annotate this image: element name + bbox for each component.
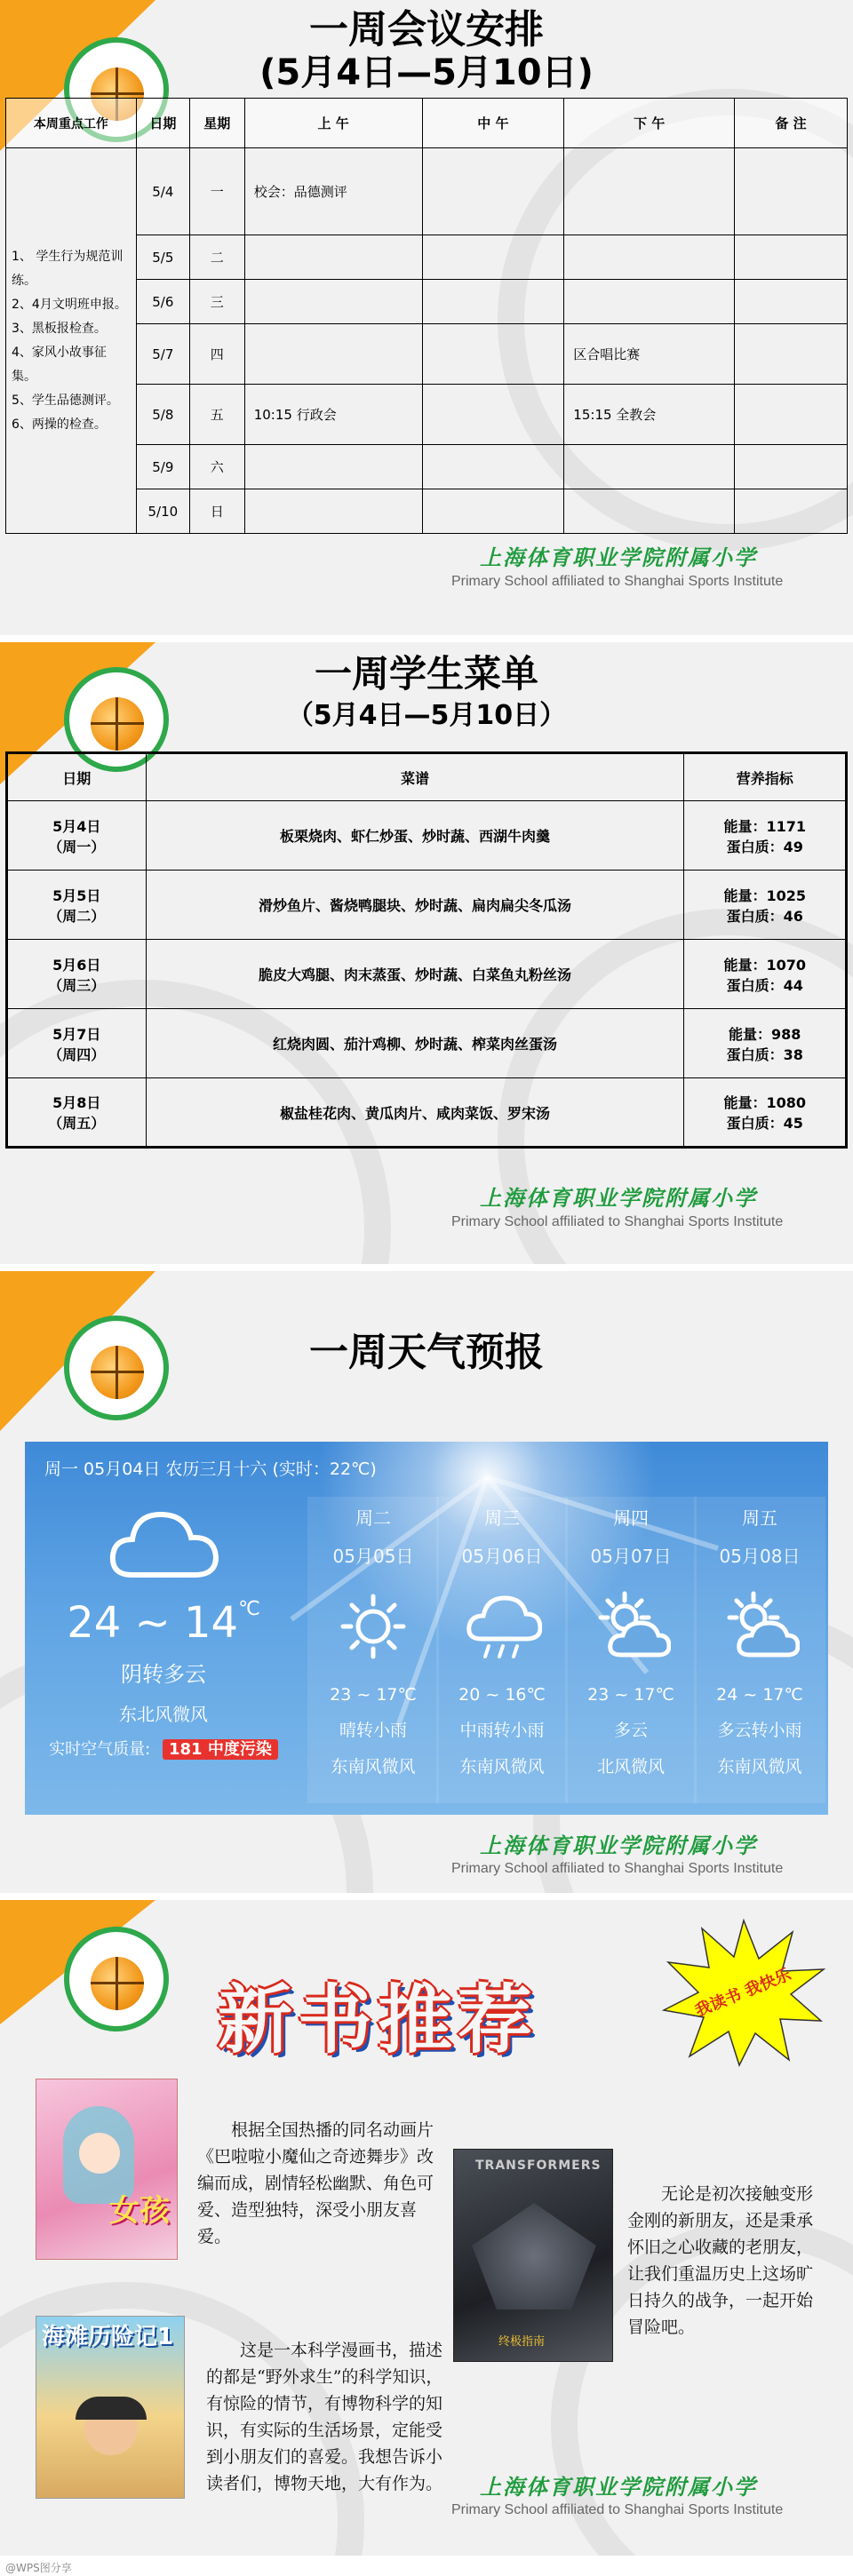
partly-cloudy-icon [591,1591,671,1662]
meeting-am-cell: 校会：品德测评 [244,148,422,235]
menu-energy: 能量：1070 [723,956,806,974]
meeting-weekday-cell: 一 [189,148,244,235]
meeting-weekday-cell: 二 [189,235,244,280]
forecast-date: 05月08日 [719,1546,801,1567]
menu-date: 5月6日 [52,956,101,974]
menu-dishes-cell: 滑炒鱼片、酱烧鸭腿块、炒时蔬、扁肉扁尖冬瓜汤 [146,871,684,940]
starburst-text: 我读书 我快乐 [692,1965,794,2021]
meeting-am-cell [244,235,422,280]
weather-widget [25,1442,828,1815]
meeting-date-cell: 5/9 [136,445,189,489]
today-aqi [25,1737,302,1760]
menu-weekday: （周三） [48,976,106,994]
menu-date: 5月5日 [52,886,101,904]
key-work-cell: 1、 学生行为规范训练。 2、4月文明班申报。 3、黑板报检查。 4、家风小故事征集。 5、学生品德测评。 6、两操的检查。 [6,148,137,534]
weather-title: 一周天气预报 [309,1330,544,1375]
header-pm: 下 午 [564,99,735,148]
school-name-en: Primary School affiliated to Shanghai Sports Institute [451,574,784,589]
menu-nutrition-cell [684,940,847,1009]
book-cover-title: TRANSFORMERS [475,2159,602,2173]
menu-nutrition-cell [684,871,847,940]
book-cover-transformers [453,2149,613,2362]
menu-nutrition-cell [684,1009,847,1078]
meeting-title-line2: (5月4日—5月10日) [259,52,594,93]
book-cover-beach-adventure [36,2316,185,2499]
today-wind: 东北风微风 [119,1704,208,1725]
menu-row [7,1078,847,1148]
menu-title-line1: 一周学生菜单 [314,652,538,696]
meeting-pm-cell: 区合唱比赛 [564,324,735,385]
book2-description: 无论是初次接触变形金刚的新朋友，还是秉承怀旧之心收藏的老朋友，让我们重温历史上这场旷日持久的战争，一起开始冒险吧。 [627,2184,814,2337]
slide-gap [0,1264,853,1271]
forecast-wind: 北风微风 [596,1757,665,1777]
forecast-desc: 多云转小雨 [717,1721,802,1740]
menu-protein: 蛋白质：45 [726,1115,803,1132]
meeting-date-cell: 5/6 [136,280,189,324]
forecast-weekday: 周四 [613,1507,649,1529]
menu-date-cell [7,940,147,1009]
forecast-date: 05月07日 [590,1546,672,1567]
meeting-weekday-cell: 五 [189,385,244,445]
header-key-work: 本周重点工作 [6,99,137,148]
menu-protein: 蛋白质：49 [726,838,803,855]
forecast-desc: 晴转小雨 [339,1721,407,1740]
menu-date: 5月4日 [52,817,101,835]
header-date: 日期 [136,99,189,148]
books-slide [0,1900,853,2556]
forecast-day [694,1497,825,1803]
menu-dishes-cell: 脆皮大鸡腿、肉末蒸蛋、炒时蔬、白菜鱼丸粉丝汤 [146,940,684,1009]
weather-header: 周一 05月04日 农历三月十六 (实时：22℃) [44,1459,377,1479]
school-name-cn: 上海体育职业学院附属小学 [480,1185,757,1211]
meeting-note-cell [735,324,848,385]
menu-protein: 蛋白质：46 [726,907,803,925]
book-cover-magic-fairy [36,2079,178,2260]
meeting-title-line1: 一周会议安排 [309,7,544,52]
meeting-note-cell [735,148,848,235]
meeting-weekday-cell: 日 [189,489,244,534]
meeting-noon-cell [422,280,564,324]
meeting-note-cell [735,235,848,280]
slide-gap [0,1893,853,1900]
menu-row [7,940,847,1009]
school-name-en: Primary School affiliated to Shanghai Sports Institute [451,2502,784,2517]
menu-header-row [7,753,847,801]
meeting-pm-cell [564,280,735,324]
forecast-date: 05月05日 [332,1546,414,1567]
forecast-wind: 东南风微风 [459,1757,545,1777]
meeting-noon-cell [422,148,564,235]
header-date: 日期 [7,753,147,801]
today-panel [25,1497,302,1803]
meeting-note-cell [735,445,848,489]
today-temp-value: 24 ~ 14 [67,1598,239,1648]
header-noon: 中 午 [422,99,564,148]
meeting-note-cell [735,489,848,534]
school-logo [64,1927,169,2031]
meeting-pm-cell [564,489,735,534]
school-name-en: Primary School affiliated to Shanghai Sports Institute [451,1861,784,1876]
menu-dishes-cell: 椒盐桂花肉、黄瓜肉片、咸肉菜饭、罗宋汤 [146,1078,684,1148]
header-weekday: 星期 [189,99,244,148]
meeting-am-cell [244,324,422,385]
footer-share-label: @WPS图分享 [5,2562,72,2574]
book3-description: 这是一本科学漫画书，描述的都是“野外求生”的科学知识，有惊险的情节，有博物科学的知识，有实际的生活场景，定能受到小朋友们的喜爱。我想告诉小读者们，博物天地，大有作为。 [206,2341,443,2493]
forecast-weekday: 周五 [742,1507,777,1529]
menu-title-line2: （5月4日—5月10日） [286,700,567,731]
forecast-day [436,1497,568,1803]
menu-title [0,649,853,733]
forecast-weekday: 周三 [484,1507,520,1529]
header-nutrition: 营养指标 [684,753,847,801]
menu-energy: 能量：1025 [723,886,806,904]
meeting-slide [0,0,853,635]
header-note: 备 注 [735,99,848,148]
menu-nutrition-cell [684,801,847,871]
books-title: 新书推荐 [218,1976,538,2063]
meeting-am-cell [244,445,422,489]
meeting-table [5,98,848,534]
menu-row [7,871,847,940]
forecast-temp: 24 ~ 17℃ [716,1685,803,1705]
menu-weekday: （周五） [48,1115,106,1132]
meeting-weekday-cell: 四 [189,324,244,385]
meeting-row [6,148,848,235]
today-desc: 阴转多云 [121,1662,206,1687]
meeting-note-cell [735,385,848,445]
menu-protein: 蛋白质：38 [726,1046,803,1063]
meeting-pm-cell: 15:15 全教会 [564,385,735,445]
meeting-weekday-cell: 六 [189,445,244,489]
meeting-date-cell: 5/8 [136,385,189,445]
book-cover-title: 海滩历险记1 [42,2324,174,2350]
forecast-wind: 东南风微风 [331,1757,416,1777]
menu-date-cell [7,1078,147,1148]
meeting-am-cell [244,280,422,324]
menu-protein: 蛋白质：44 [726,976,803,994]
forecast-desc: 多云 [613,1721,648,1740]
meeting-pm-cell [564,235,735,280]
menu-weekday: （周二） [48,907,106,925]
meeting-noon-cell [422,324,564,385]
menu-energy: 能量：1080 [723,1094,806,1111]
meeting-noon-cell [422,235,564,280]
school-name-en: Primary School affiliated to Shanghai Sports Institute [451,1214,784,1229]
meeting-noon-cell [422,385,564,445]
school-name-cn: 上海体育职业学院附属小学 [480,1833,757,1858]
forecast-temp: 23 ~ 17℃ [587,1685,674,1705]
meeting-date-cell: 5/4 [136,148,189,235]
aqi-label: 实时空气质量: [49,1740,151,1759]
today-temp-unit: ℃ [238,1598,260,1620]
header-dishes: 菜谱 [146,753,684,801]
menu-table [5,751,848,1149]
meeting-am-cell [244,489,422,534]
basketball-icon [91,1957,144,2010]
meeting-date-cell: 5/5 [136,235,189,280]
menu-date: 5月8日 [52,1094,101,1111]
menu-slide [0,642,853,1264]
slide-gap [0,635,853,642]
meeting-pm-cell [564,148,735,235]
menu-energy: 能量：1171 [723,817,806,835]
meeting-note-cell [735,280,848,324]
menu-dishes-cell: 红烧肉圆、茄汁鸡柳、炒时蔬、榨菜肉丝蛋汤 [146,1009,684,1078]
menu-nutrition-cell [684,1078,847,1148]
forecast-wind: 东南风微风 [717,1757,802,1777]
menu-energy: 能量：988 [729,1025,801,1043]
book-cover-subtitle: 终极指南 [498,2335,546,2349]
menu-date-cell [7,1009,147,1078]
forecast-date: 05月06日 [461,1546,543,1567]
menu-row [7,801,847,871]
meeting-date-cell: 5/7 [136,324,189,385]
menu-row [7,1009,847,1078]
menu-weekday: （周一） [48,838,106,855]
meeting-weekday-cell: 三 [189,280,244,324]
meeting-pm-cell [564,445,735,489]
today-temp [25,1598,302,1648]
menu-dishes-cell: 板栗烧肉、虾仁炒蛋、炒时蔬、西湖牛肉羹 [146,801,684,871]
meeting-noon-cell [422,489,564,534]
book1-description: 根据全国热播的同名动画片《巴啦啦小魔仙之奇迹舞步》改编而成，剧情轻松幽默、角色可爱、造型独特，深受小朋友喜爱。 [197,2120,434,2246]
cloud-icon [106,1506,221,1586]
aqi-badge: 181 中度污染 [163,1739,278,1760]
meeting-date-cell: 5/10 [136,489,189,534]
school-name-cn: 上海体育职业学院附属小学 [480,2474,757,2500]
partly-cloudy-icon [720,1591,800,1662]
header-am: 上 午 [244,99,422,148]
starburst-badge [659,1916,828,2067]
menu-weekday: （周四） [48,1046,106,1063]
meeting-noon-cell [422,445,564,489]
menu-date-cell [7,871,147,940]
menu-date: 5月7日 [52,1025,101,1043]
menu-date-cell [7,801,147,871]
meeting-title [0,7,853,92]
forecast-desc: 中雨转小雨 [459,1721,545,1740]
forecast-weekday: 周二 [355,1507,391,1529]
forecast-day [565,1497,697,1803]
school-name-cn: 上海体育职业学院附属小学 [480,545,757,570]
forecast-temp: 23 ~ 17℃ [330,1685,417,1705]
sun-icon [333,1591,413,1662]
meeting-header-row [6,99,848,148]
forecast-temp: 20 ~ 16℃ [458,1685,546,1705]
book-cover-title: 女孩 [109,2193,170,2229]
meeting-am-cell: 10:15 行政会 [244,385,422,445]
rain-cloud-icon [462,1591,542,1662]
forecast-day [307,1497,439,1803]
